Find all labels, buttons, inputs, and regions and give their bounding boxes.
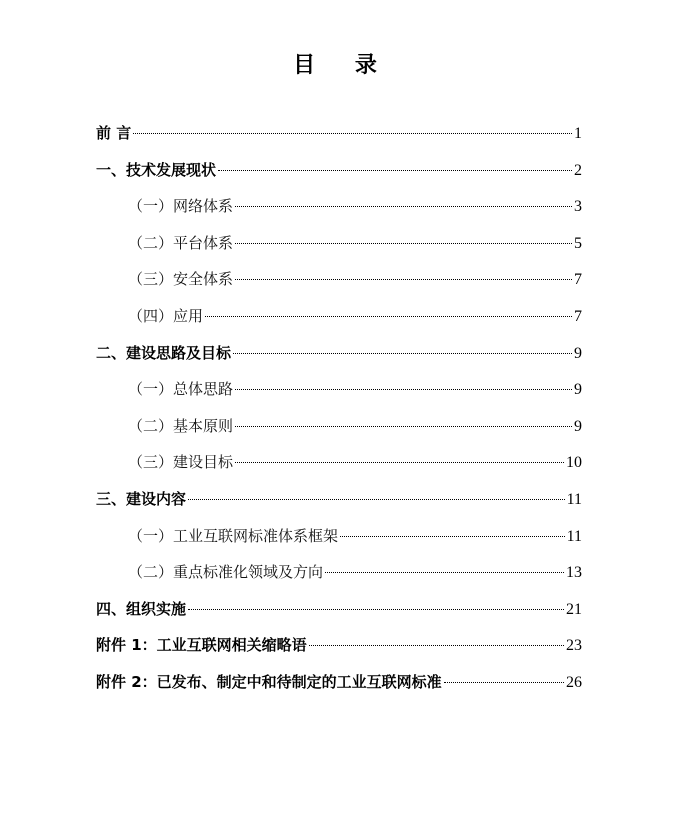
dot-leader — [444, 682, 564, 683]
page-title: 目 录 — [293, 53, 393, 78]
toc-entry-label: （一）网络体系 — [128, 197, 234, 216]
toc-entry-label: 二、建设思路及目标 — [96, 343, 232, 362]
toc-entry-page-number: 9 — [574, 344, 582, 362]
dot-leader — [235, 206, 572, 207]
dot-leader — [309, 645, 564, 646]
dot-leader — [235, 243, 572, 244]
toc-entry[interactable] — [96, 268, 582, 305]
toc-entry-label: （二）基本原则 — [128, 416, 234, 435]
toc-entry[interactable] — [96, 561, 582, 598]
dot-leader — [235, 279, 572, 280]
dot-leader — [188, 499, 565, 500]
toc-entry-label: （一）总体思路 — [128, 380, 234, 399]
toc-entry-label: （二）平台体系 — [128, 233, 234, 252]
toc-entry[interactable] — [96, 671, 582, 708]
toc-entry-label: （三）建设目标 — [128, 453, 234, 472]
toc-entry-page-number: 3 — [574, 198, 582, 216]
toc-entry[interactable] — [96, 122, 582, 159]
toc-entry-page-number: 7 — [574, 307, 582, 325]
toc-entry-label: 附件 1：工业互联网相关缩略语 — [96, 636, 307, 655]
dot-leader — [325, 572, 564, 573]
toc-entry-label: （一）工业互联网标准体系框架 — [128, 526, 339, 545]
toc-entry[interactable] — [96, 415, 582, 452]
toc-entry-page-number: 7 — [574, 271, 582, 289]
toc-entry-page-number: 13 — [566, 564, 582, 582]
toc-entry-label: 三、建设内容 — [96, 489, 187, 508]
dot-leader — [133, 133, 572, 134]
toc-entry[interactable] — [96, 232, 582, 269]
toc-entry-page-number: 5 — [574, 234, 582, 252]
toc-entry[interactable] — [96, 195, 582, 232]
toc-entry-label: 附件 2：已发布、制定中和待制定的工业互联网标准 — [96, 672, 442, 691]
toc-entry-label: 前 言 — [96, 124, 132, 142]
table-of-contents — [96, 122, 582, 708]
dot-leader — [188, 609, 564, 610]
toc-entry[interactable] — [96, 598, 582, 635]
toc-entry-label: （三）安全体系 — [128, 270, 234, 289]
toc-entry-page-number: 1 — [574, 125, 582, 142]
toc-entry-label: 一、技术发展现状 — [96, 160, 217, 179]
toc-entry-page-number: 11 — [566, 490, 582, 508]
toc-entry-page-number: 21 — [566, 600, 582, 618]
dot-leader — [233, 353, 572, 354]
toc-entry-page-number: 9 — [574, 381, 582, 399]
toc-entry[interactable] — [96, 488, 582, 525]
toc-entry-page-number: 2 — [574, 161, 582, 179]
toc-entry[interactable] — [96, 451, 582, 488]
dot-leader — [235, 426, 572, 427]
toc-entry[interactable] — [96, 634, 582, 671]
toc-entry-page-number: 26 — [566, 673, 582, 691]
toc-entry[interactable] — [96, 525, 582, 562]
dot-leader — [340, 536, 565, 537]
toc-entry[interactable] — [96, 342, 582, 379]
toc-entry-page-number: 10 — [566, 454, 582, 472]
dot-leader — [235, 389, 572, 390]
toc-entry[interactable] — [96, 378, 582, 415]
toc-entry-label: （四）应用 — [128, 306, 204, 325]
toc-entry-page-number: 9 — [574, 417, 582, 435]
toc-entry-page-number: 11 — [566, 527, 582, 545]
dot-leader — [235, 462, 564, 463]
toc-entry[interactable] — [96, 159, 582, 196]
toc-entry-label: 四、组织实施 — [96, 599, 187, 618]
toc-entry[interactable] — [96, 305, 582, 342]
dot-leader — [205, 316, 572, 317]
dot-leader — [218, 170, 572, 171]
toc-entry-page-number: 23 — [566, 637, 582, 655]
toc-entry-label: （二）重点标准化领域及方向 — [128, 563, 324, 582]
